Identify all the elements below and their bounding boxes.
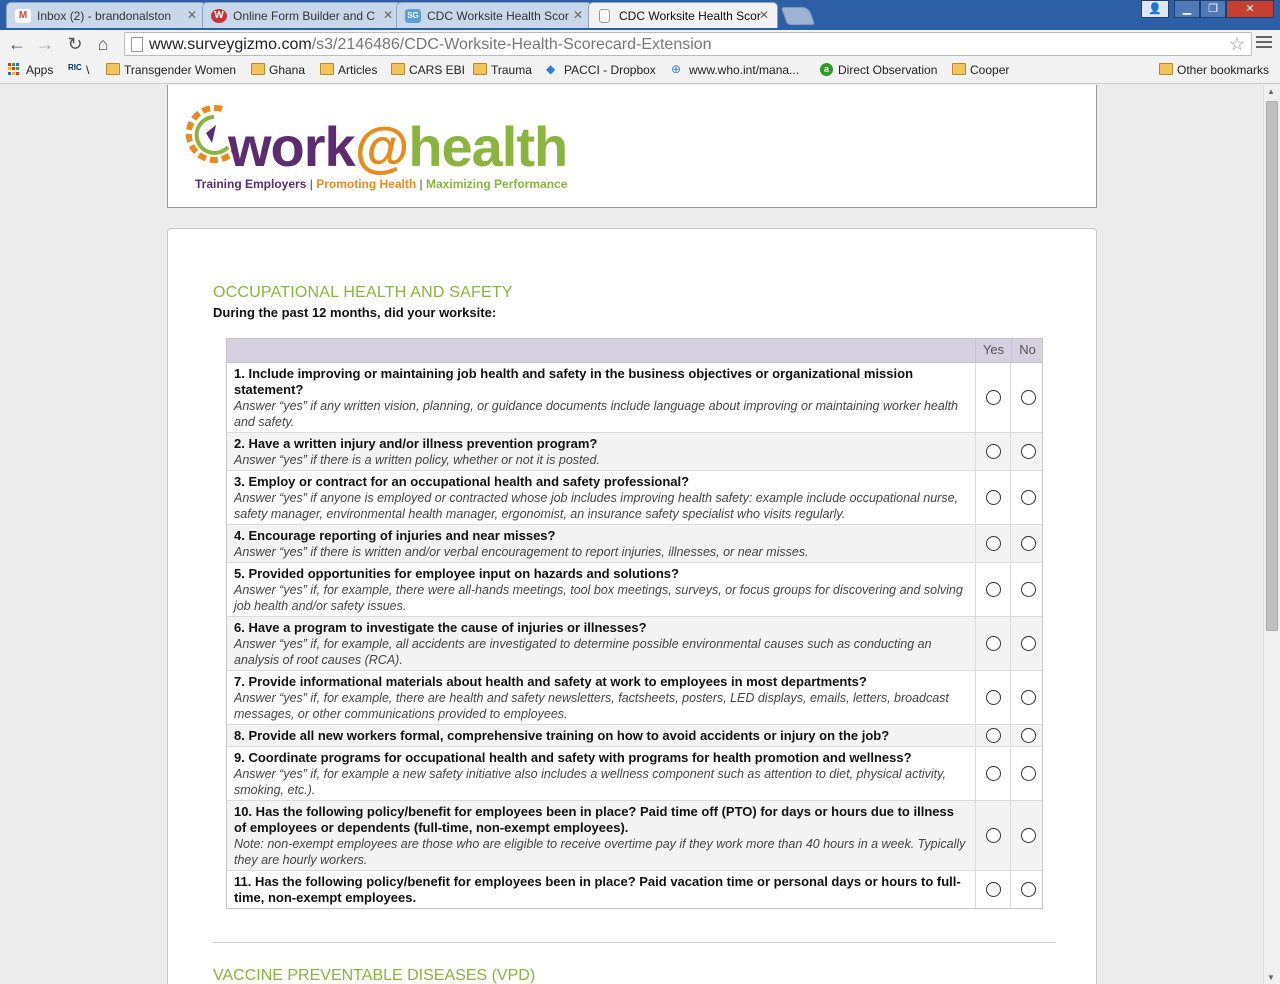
question-hint: Answer “yes” if there is a written policy, whether or not it is posted. [234,453,600,467]
radio-cell-no [1010,433,1045,470]
address-bar[interactable] [124,32,1252,56]
maximize-button[interactable]: ❐ [1200,0,1226,18]
question-row [227,563,1042,617]
question-row [227,433,1042,471]
question-title: 5. Provided opportunities for employee input on hazards and solutions? [234,566,679,581]
question-title: 3. Employ or contract for an occupational health and safety professional? [234,474,690,489]
tab-label: Inbox (2) - brandonalston [37,9,172,23]
forward-arrow-icon[interactable]: → [36,34,54,54]
radio-yes[interactable] [986,828,1001,843]
radio-cell-yes [975,363,1010,432]
page-icon [131,37,143,52]
work-health-logo [184,101,584,197]
question-hint: Note: non-exempt employees are those who are eligible to receive overtime pay if they work more than 40 hours in a week. Typically they are hourly workers. [234,837,966,867]
question-hint: Answer “yes” if, for example a new safety initiative also includes a wellness component such as attention to diet, physical activity, smoking, etc.). [234,767,946,797]
home-icon[interactable]: ⌂ [97,34,109,54]
tab-label: CDC Worksite Health Scor [427,9,569,23]
radio-yes[interactable] [986,636,1001,651]
bookmark-pacci-dropbox[interactable]: ◆ PACCI - Dropbox [546,62,656,77]
question-hint: Answer “yes” if, for example, there are health and safety newsletters, factsheets, posters, LED displays, emails, letters, broadcast messages, or other communications provided to employees. [234,691,949,721]
folder-icon [251,63,265,75]
close-icon[interactable]: ✕ [758,8,769,22]
question-text [227,617,975,670]
question-row [227,363,1042,433]
radio-no[interactable] [1021,882,1036,897]
question-title: 6. Have a program to investigate the cause of injuries or illnesses? [234,620,647,635]
tab-label: Online Form Builder and C [233,9,376,23]
radio-cell-no [1010,871,1045,908]
radio-no[interactable] [1021,444,1036,459]
apps-grid-icon [8,63,22,75]
bookmarks-bar [0,58,1280,84]
bookmark-apps[interactable]: Apps [8,63,53,77]
who-icon: ⊕ [671,62,682,76]
question-title: 11. Has the following policy/benefit for employees been in place? Paid vacation time or personal days or hours to full-time, non-exempt employees. [234,874,961,905]
reload-icon[interactable]: ↻ [67,34,83,54]
ric-icon: RIC [68,63,82,72]
radio-yes[interactable] [986,766,1001,781]
browser-toolbar [0,30,1280,58]
question-row [227,525,1042,563]
bookmark-articles[interactable]: Articles [320,63,377,77]
question-text [227,363,975,432]
bookmark-cooper[interactable]: Cooper [952,63,1009,77]
bookmark-ghana[interactable]: Ghana [251,63,305,77]
folder-icon [106,63,120,75]
page-viewport [0,85,1263,984]
radio-cell-no [1010,525,1045,562]
tab-label: CDC Worksite Health Scor [619,9,761,23]
question-hint: Answer “yes” if there is written and/or verbal encouragement to report injuries, illnesses, or near misses. [234,545,809,559]
close-icon[interactable]: ✕ [572,8,583,22]
question-title: 9. Coordinate programs for occupational health and safety with programs for health promotion and wellness? [234,750,912,765]
question-text [227,525,975,562]
new-tab-button[interactable] [781,7,816,25]
radio-no[interactable] [1021,536,1036,551]
scrollbar-thumb[interactable] [1266,101,1278,631]
radio-cell-yes [975,801,1010,870]
radio-yes[interactable] [986,728,1001,743]
radio-cell-yes [975,871,1010,908]
question-title: 7. Provide informational materials about health and safety at work to employees in most departments? [234,674,867,689]
radio-cell-no [1010,471,1045,524]
dropbox-icon: ◆ [546,62,556,76]
tab-inbox[interactable] [6,2,206,28]
question-row [227,801,1042,871]
browser-tab-bar [0,0,1280,30]
question-row [227,471,1042,525]
logo-wordmark: work@health [228,115,568,178]
radio-cell-no [1010,801,1045,870]
question-text [227,433,975,470]
next-section-title: VACCINE PREVENTABLE DISEASES (VPD) [213,967,536,984]
bookmark-cars-ebi[interactable]: CARS EBI [391,63,465,77]
radio-cell-no [1010,363,1045,432]
site-header [167,85,1097,208]
question-text [227,563,975,616]
radio-no[interactable] [1021,490,1036,505]
radio-cell-yes [975,471,1010,524]
bookmark-trauma[interactable]: Trauma [473,63,532,77]
bookmark-other[interactable]: Other bookmarks [1159,63,1269,77]
page-icon [599,9,610,23]
radio-cell-yes [975,525,1010,562]
question-text [227,871,975,908]
url-text: www.surveygizmo.com/s3/2146486/CDC-Worksite-Health-Scorecard-Extension [149,36,712,53]
radio-no[interactable] [1021,766,1036,781]
radio-cell-no [1010,617,1045,670]
question-row [227,617,1042,671]
question-title: 2. Have a written injury and/or illness prevention program? [234,436,598,451]
question-hint: Answer “yes” if anyone is employed or contracted whose job includes improving health safety: example include occupational nurse, safety manager, environmental health manager, ergonomist, an insurance safety specialist who visits regularly. [234,491,958,521]
question-hint: Answer “yes” if, for example, there were all-hands meetings, tool box meetings, surveys, or focus groups for discovering and solving job health and/or safety issues. [234,583,963,613]
bookmark-direct-observation[interactable]: a Direct Observation [820,63,937,77]
section-title: OCCUPATIONAL HEALTH AND SAFETY [213,284,513,301]
column-no: No [1011,339,1043,363]
close-icon[interactable]: ✕ [382,8,393,22]
bookmark-ric[interactable]: RIC \ [68,63,90,77]
close-window-button[interactable]: ✕ [1226,0,1274,18]
question-hint: Answer “yes” if, for example, all accidents are investigated to determine possible environmental causes such as conducting an analysis of root causes (RCA). [234,637,932,667]
radio-cell-no [1010,725,1045,746]
column-yes: Yes [975,339,1011,363]
section-subtitle: During the past 12 months, did your worksite: [213,305,497,320]
radio-cell-yes [975,671,1010,724]
radio-cell-yes [975,725,1010,746]
question-text [227,471,975,524]
question-row [227,871,1042,908]
folder-icon [473,63,487,75]
radio-yes[interactable] [986,690,1001,705]
radio-cell-yes [975,563,1010,616]
radio-yes[interactable] [986,444,1001,459]
close-icon[interactable]: ✕ [186,8,197,22]
tab-surveygizmo[interactable] [396,2,592,28]
radio-cell-yes [975,433,1010,470]
radio-yes[interactable] [986,882,1001,897]
question-text [227,747,975,800]
minimize-button[interactable]: ▁ [1174,0,1200,18]
question-row [227,671,1042,725]
question-row [227,747,1042,801]
vertical-scrollbar[interactable] [1263,85,1280,984]
tab-form-builder[interactable] [202,2,402,28]
logo-tagline: Training Employers | Promoting Health | Maximizing Performance [195,177,568,191]
radio-no[interactable] [1021,828,1036,843]
bookmark-who[interactable]: ⊕ www.who.int/mana... [671,62,800,77]
radio-yes[interactable] [986,490,1001,505]
green-a-icon: a [820,63,833,76]
wufoo-icon: W [211,9,227,23]
back-arrow-icon[interactable]: ← [8,34,26,54]
radio-cell-no [1010,563,1045,616]
question-text [227,671,975,724]
scroll-up-arrow-icon[interactable]: ▲ [1267,87,1275,96]
question-hint: Answer “yes” if any written vision, planning, or guidance documents include language about improving or maintaining worker health and safety. [234,399,959,429]
radio-yes[interactable] [986,582,1001,597]
folder-icon [1159,63,1173,75]
question-title: 1. Include improving or maintaining job health and safety in the business objectives or organizational mission statement? [234,366,914,397]
radio-cell-yes [975,617,1010,670]
question-grid [226,338,1043,909]
grid-header [227,339,1042,363]
question-text [227,725,975,746]
radio-cell-no [1010,747,1045,800]
radio-no[interactable] [1021,582,1036,597]
radio-cell-no [1010,671,1045,724]
profile-icon[interactable]: 👤 [1141,0,1169,18]
question-title: 8. Provide all new workers formal, comprehensive training on how to avoid accidents or injury on the job? [234,728,890,743]
question-row [227,725,1042,747]
radio-yes[interactable] [986,390,1001,405]
radio-no[interactable] [1021,690,1036,705]
question-text [227,801,975,870]
radio-yes[interactable] [986,536,1001,551]
question-title: 10. Has the following policy/benefit for employees been in place? Paid time off (PTO) for days or hours due to illness of employees or dependents (full-time, non-exempt employees). [234,804,954,835]
radio-no[interactable] [1021,728,1036,743]
scroll-down-arrow-icon[interactable]: ▼ [1267,973,1275,982]
tab-active[interactable] [588,2,778,28]
bookmark-transgender-women[interactable]: Transgender Women [106,63,236,77]
bookmark-star-icon[interactable]: ☆ [1228,34,1245,54]
radio-no[interactable] [1021,390,1036,405]
menu-icon[interactable] [1256,36,1272,50]
gmail-icon: M [15,9,31,23]
radio-cell-yes [975,747,1010,800]
folder-icon [320,63,334,75]
radio-no[interactable] [1021,636,1036,651]
section-divider [213,942,1056,943]
question-title: 4. Encourage reporting of injuries and near misses? [234,528,556,543]
folder-icon [952,63,966,75]
surveygizmo-icon: SG [405,9,421,23]
survey-card [167,228,1097,984]
folder-icon [391,63,405,75]
